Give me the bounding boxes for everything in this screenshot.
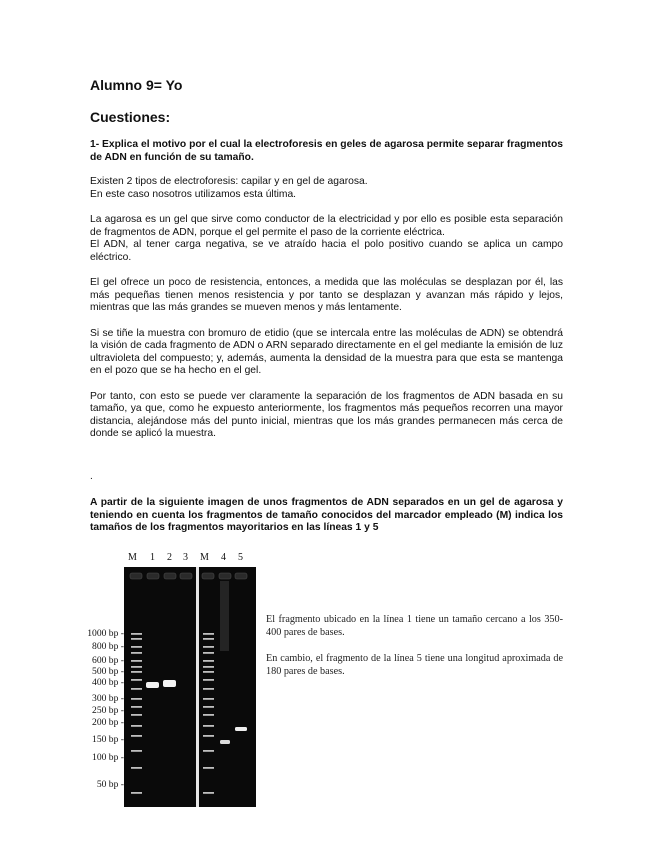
well [235,573,247,579]
lane-label-3: 3 [183,552,188,563]
answer-paragraph: Por tanto, con esto se puede ver claramente la separación de los fragmentos de ADN basada en su tamaño, ya que, como he expuesto anteriormente, los fragmentos más pequeños recorren una mayor distancia, alejándose más del punto inicial, mientras que los más grandes permanecen más cerca de donde se aplicó la muestra. [90,390,563,439]
question-2-answers [266,613,563,678]
ladder-band [131,792,142,794]
lane-label-5: 5 [238,552,243,563]
answer-line: En este caso nosotros utilizamos esta última. [90,188,297,200]
well [164,573,176,579]
ladder-band [131,767,142,769]
ladder-band [131,706,142,708]
gel-image [124,567,256,807]
ladder-band [203,679,214,681]
answer-paragraph: El gel ofrece un poco de resistencia, entonces, a medida que las moléculas se desplazan por él, las más pequeñas tienen menos resistencia y por tanto se desplazan y avanzan más rápido y lejos, mientras que las más grandes se mueven menos y más lentamente. [90,277,563,313]
lane-2-band [163,680,176,687]
lane-label-m2: M [200,552,209,563]
ladder-label: 150 bp - [92,734,124,745]
ladder-band [203,698,214,700]
gel-divider [196,567,199,807]
ladder-band [203,735,214,737]
ladder-band [203,706,214,708]
answer-paragraph: El ADN, al tener carga negativa, se ve atraído hacia el polo positivo cuando se aplica un campo eléctrico. [90,239,563,263]
ladder-band [131,646,142,648]
ladder-band [131,671,142,673]
lane-label-2: 2 [167,552,172,563]
ladder-band [203,725,214,727]
well [180,573,192,579]
lane-label-4: 4 [221,552,226,563]
gel-figure [0,550,260,810]
ladder-band [203,638,214,640]
ladder-band [131,698,142,700]
ladder-band [131,638,142,640]
ladder-band [203,714,214,716]
ladder-label: 250 bp - [92,705,124,716]
ladder-label: 1000 bp - [87,628,124,639]
answer-line: Existen 2 tipos de electroforesis: capilar y en gel de agarosa. [90,176,368,187]
answer-paragraph: La agarosa es un gel que sirve como conductor de la electricidad y por ello es posible esta separación de fragmentos de ADN, porque el gel permite el paso de la corriente eléctrica. [90,214,563,238]
section-title: Cuestiones: [90,109,171,125]
ladder-label: 50 bp - [96,779,124,790]
ladder-band [131,666,142,668]
answer-line-5: En cambio, el fragmento de la línea 5 tiene una longitud aproximada de 180 pares de bases. [266,653,563,677]
well [147,573,159,579]
question-2-title: A partir de la siguiente imagen de unos fragmentos de ADN separados en un gel de agarosa y teniendo en cuenta los fragmentos de tamaño conocidos del marcador empleado (M) indica los tamaños de los fragmentos mayoritarios en las líneas 1 y 5 [90,497,563,533]
ladder-band [131,750,142,752]
ladder-band [203,688,214,690]
ladder-band [131,725,142,727]
wells [130,573,247,579]
ladder-band [131,714,142,716]
ladder-band [203,750,214,752]
ladder-band [131,660,142,662]
lane-4-band [220,740,230,744]
lane-5-band [235,727,247,731]
lane-label-m: M [128,552,137,563]
ladder-band [131,652,142,654]
ladder-band [203,660,214,662]
ladder-band [203,652,214,654]
well [219,573,231,579]
ladder-label: 300 bp - [92,693,124,704]
well [130,573,142,579]
ladder-band [131,633,142,635]
ladder-band [131,688,142,690]
well [202,573,214,579]
ladder-band [203,633,214,635]
ladder-band [131,679,142,681]
gel-background [124,567,256,807]
ladder-label: 100 bp - [92,752,124,763]
lane-label-1: 1 [150,552,155,563]
answer-paragraph: Si se tiñe la muestra con bromuro de etidio (que se intercala entre las moléculas de ADN) se obtendrá la visión de cada fragmento de ADN o ARN separado directamente en el gel mediante la emisión de luz ultravioleta del compuesto; y, además, aumenta la densidad de la muestra para que esta se mantenga en el pozo que se ha hecho en el gel. [90,327,563,376]
lane-4-smear [220,581,229,651]
ladder-band [203,671,214,673]
ladder-label: 800 bp - [92,641,124,652]
student-title: Alumno 9= Yo [90,77,183,93]
ladder-label: 600 bp - [92,655,124,666]
question-1-answer [90,176,563,441]
lane-1-band [146,682,159,688]
answer-line-1: El fragmento ubicado en la línea 1 tiene un tamaño cercano a los 350-400 pares de bases. [266,614,563,638]
ladder-labels [0,550,124,810]
ladder-label: 400 bp - [92,677,124,688]
ladder-band [203,767,214,769]
ladder-label: 200 bp - [92,717,124,728]
ladder-band [203,666,214,668]
ladder-band [131,735,142,737]
stray-dot: . [90,471,93,482]
ladder-label: 500 bp - [92,666,124,677]
ladder-band [203,792,214,794]
ladder-band [203,646,214,648]
question-1-title: 1- Explica el motivo por el cual la electroforesis en geles de agarosa permite separar fragmentos de ADN en función de su tamaño. [90,139,563,163]
